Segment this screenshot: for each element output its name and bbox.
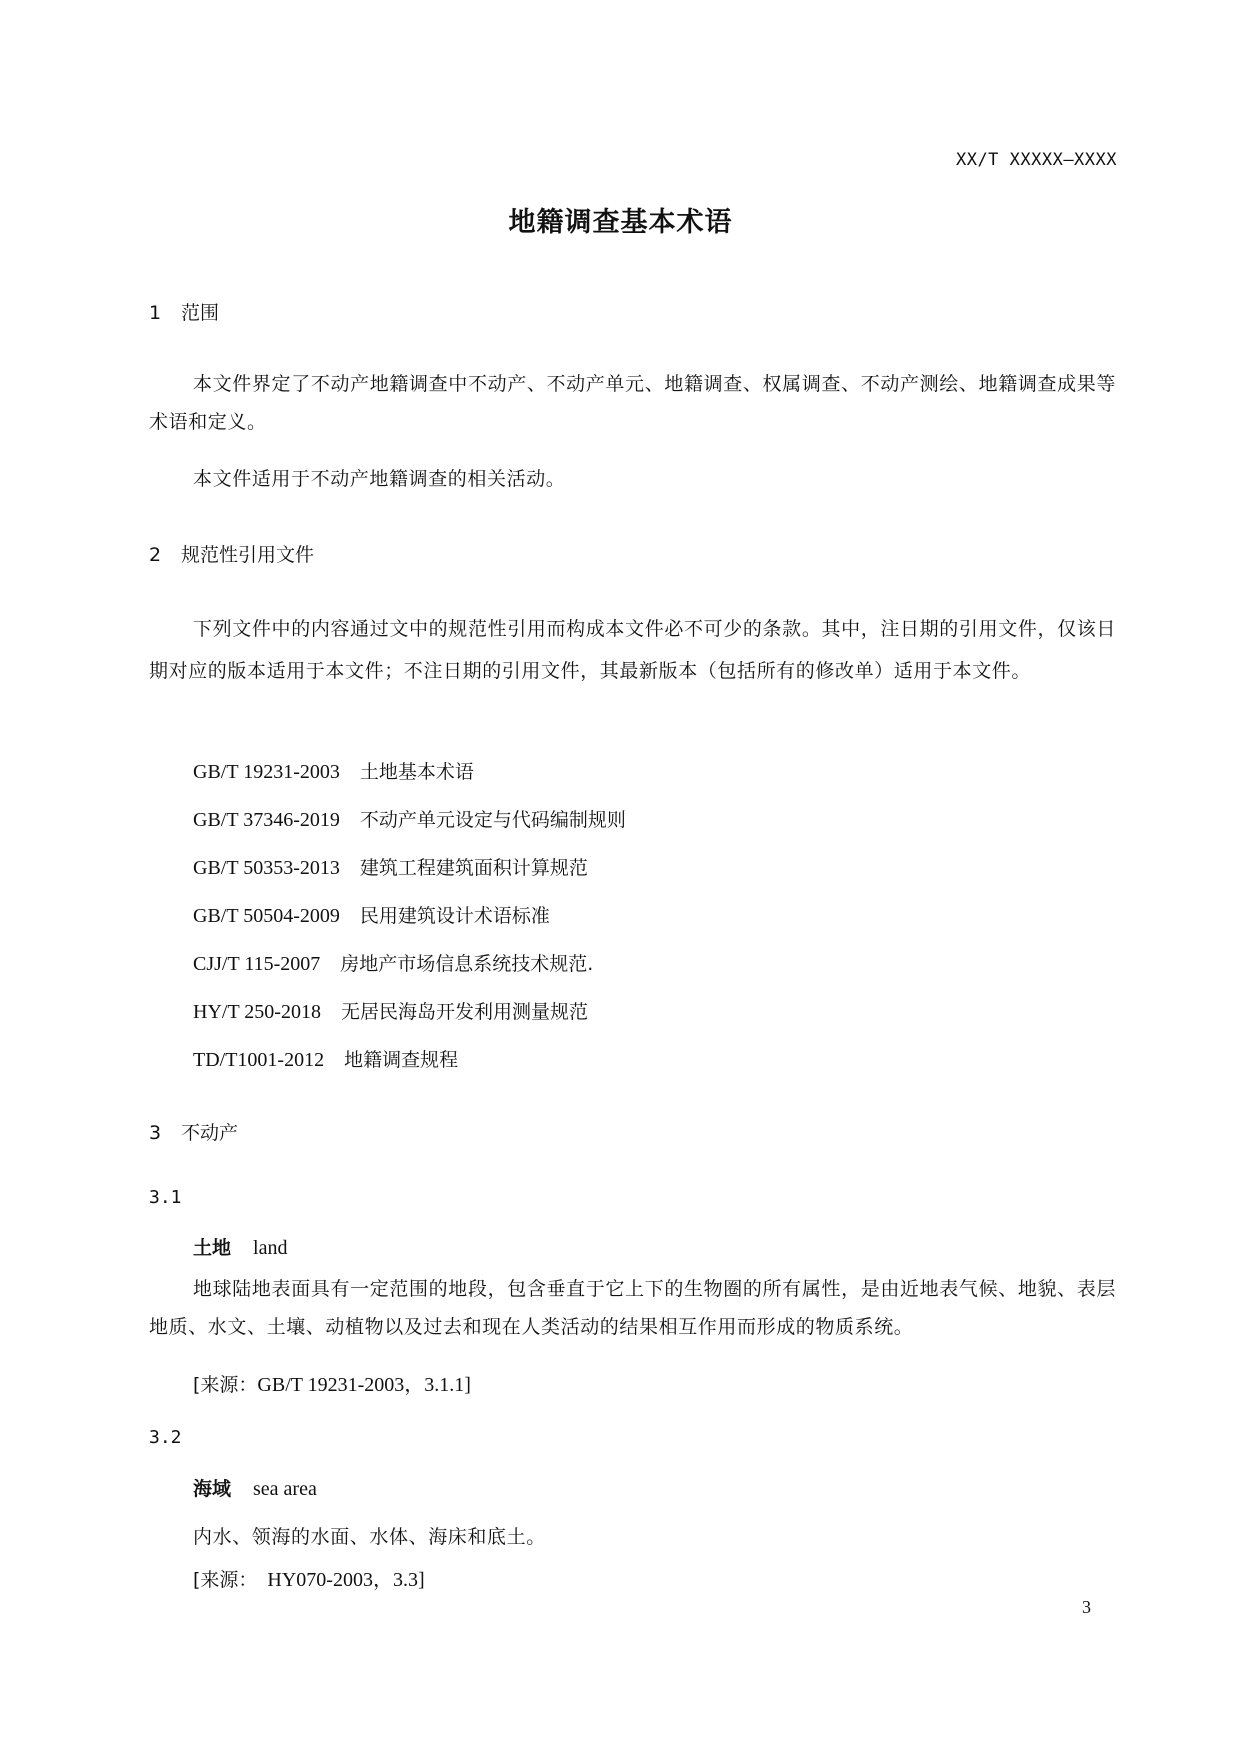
- source-prefix: [来源：: [193, 1374, 258, 1396]
- normative-reference: [193, 853, 588, 880]
- term-english: land: [253, 1237, 288, 1259]
- reference-code: HY/T 250-2018: [193, 1001, 321, 1023]
- reference-name: 民用建筑设计术语标准: [359, 905, 550, 927]
- normative-reference: [193, 757, 474, 784]
- term-source: [193, 1368, 471, 1397]
- document-code: XX/T XXXXX—XXXX: [955, 150, 1117, 170]
- term-chinese: 土地: [193, 1237, 232, 1259]
- source-reference: HY070-2003，3.3]: [257, 1569, 425, 1591]
- page-number: 3: [1082, 1597, 1091, 1617]
- section-1-heading: [149, 298, 219, 325]
- normative-reference: [193, 901, 550, 928]
- section-3-heading: [149, 1118, 238, 1145]
- reference-name: 无居民海岛开发利用测量规范: [340, 1001, 588, 1023]
- reference-name: 建筑工程建筑面积计算规范: [359, 857, 588, 879]
- section-title: 规范性引用文件: [181, 544, 315, 566]
- reference-code: GB/T 50504-2009: [193, 905, 340, 927]
- term-english: sea area: [253, 1478, 317, 1500]
- term-definition: 内水、领海的水面、水体、海床和底土。: [193, 1526, 546, 1548]
- normative-reference: [193, 1045, 458, 1072]
- term-entry: [193, 1233, 287, 1260]
- reference-code: TD/T1001-2012: [193, 1049, 325, 1071]
- section-1-paragraph-2: 本文件适用于不动产地籍调查的相关活动。: [193, 468, 566, 490]
- reference-code: GB/T 19231-2003: [193, 761, 340, 783]
- reference-name: 不动产单元设定与代码编制规则: [359, 809, 626, 831]
- section-2-paragraph-1: 下列文件中的内容通过文中的规范性引用而构成本文件必不可少的条款。其中，注日期的引用文件，仅该日期对应的版本适用于本文件；不注日期的引用文件，其最新版本（包括所有的修改单）适用于本文件。: [149, 618, 1116, 682]
- clause-number: 3.1: [149, 1187, 182, 1208]
- clause-number: 3.2: [149, 1427, 182, 1448]
- reference-name: 土地基本术语: [359, 761, 474, 783]
- reference-code: CJJ/T 115-2007: [193, 953, 321, 975]
- normative-reference: [193, 949, 593, 976]
- reference-code: GB/T 50353-2013: [193, 857, 340, 879]
- document-title: 地籍调查基本术语: [508, 207, 733, 238]
- term-entry: [193, 1474, 317, 1501]
- term-source: [193, 1563, 425, 1592]
- section-2-heading: [149, 540, 314, 567]
- reference-name: 房地产市场信息系统技术规范.: [340, 953, 594, 975]
- section-number: 2: [149, 544, 162, 566]
- section-title: 范围: [181, 302, 220, 324]
- source-reference: GB/T 19231-2003，3.1.1]: [257, 1374, 471, 1396]
- section-number: 1: [149, 302, 162, 324]
- source-prefix: [来源：: [193, 1569, 258, 1591]
- section-number: 3: [149, 1122, 162, 1144]
- section-1-paragraph-1: 本文件界定了不动产地籍调查中不动产、不动产单元、地籍调查、权属调查、不动产测绘、地籍调查成果等术语和定义。: [149, 373, 1116, 433]
- normative-reference: [193, 997, 588, 1024]
- normative-reference: [193, 805, 626, 832]
- reference-code: GB/T 37346-2019: [193, 809, 340, 831]
- term-chinese: 海域: [193, 1478, 232, 1500]
- reference-name: 地籍调查规程: [344, 1049, 459, 1071]
- section-title: 不动产: [181, 1122, 239, 1144]
- term-definition: 地球陆地表面具有一定范围的地段，包含垂直于它上下的生物圈的所有属性，是由近地表气候、地貌、表层地质、水文、土壤、动植物以及过去和现在人类活动的结果相互作用而形成的物质系统。: [149, 1278, 1116, 1338]
